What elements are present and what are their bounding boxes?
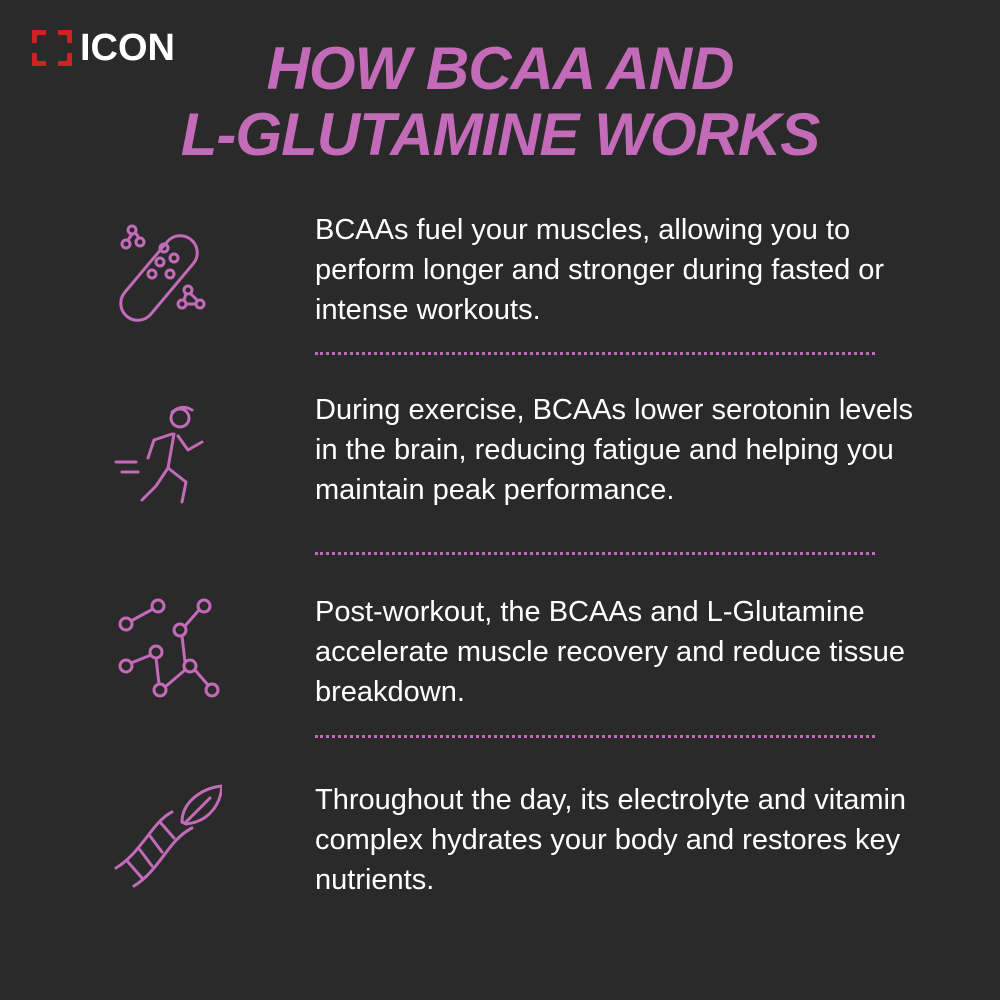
dotted-divider-1 <box>315 352 875 355</box>
title-line-1: HOW BCAA AND <box>266 35 734 102</box>
benefit-text-4: Throughout the day, its electrolyte and vitamin complex hydrates your body and restores key nutrients. <box>315 784 907 896</box>
dotted-divider-2 <box>315 552 875 555</box>
benefit-text-3: Post-workout, the BCAAs and L-Glutamine accelerate muscle recovery and reduce tissue breakdown. <box>315 596 905 708</box>
molecule-network-icon <box>112 594 222 704</box>
page-title <box>0 36 1000 168</box>
running-person-icon <box>112 400 222 510</box>
logo-text: ICON <box>80 27 175 69</box>
benefit-text-1: BCAAs fuel your muscles, allowing you to perform longer and stronger during fasted or intense workouts. <box>315 214 885 326</box>
capsule-molecule-icon <box>112 218 222 328</box>
dna-leaf-icon <box>112 782 222 892</box>
title-line-2: L-GLUTAMINE WORKS <box>180 101 820 168</box>
benefit-text-2: During exercise, BCAAs lower serotonin levels in the brain, reducing fatigue and helping you maintain peak performance. <box>315 394 913 506</box>
dotted-divider-3 <box>315 735 875 738</box>
